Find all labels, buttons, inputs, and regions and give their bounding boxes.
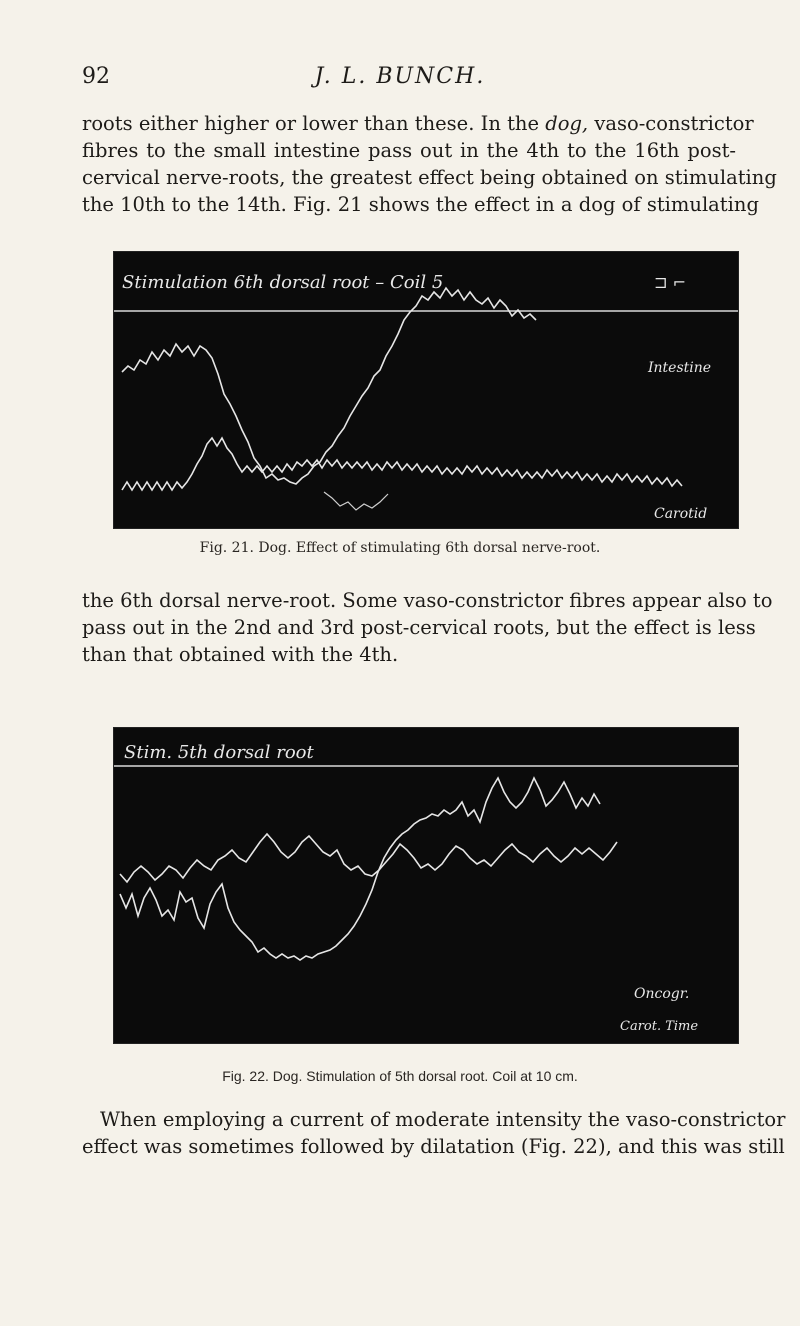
figure-22-handwritten-label: Stim. 5th dorsal root	[124, 742, 314, 763]
figure-21-caption: Fig. 21. Dog. Effect of stimulating 6th dorsal nerve-root.	[199, 540, 601, 556]
paragraph-3-line-2: effect was sometimes followed by dilatation (Fig. 22), and this was still	[82, 1135, 785, 1158]
paragraph-2-line-3: than that obtained with the 4th.	[82, 643, 399, 666]
figure-22-tracing	[114, 728, 738, 1043]
figure-22-caption: Fig. 22. Dog. Stimulation of 5th dorsal root. Coil at 10 cm.	[222, 1068, 578, 1084]
paragraph-3	[82, 1106, 786, 1160]
paragraph-1-line-3: cervical nerve-roots, the greatest effect being obtained on stimulating	[82, 166, 777, 189]
paragraph-1-line-4: the 10th to the 14th. Fig. 21 shows the effect in a dog of stimulating	[82, 193, 759, 216]
figure-21-kymograph	[114, 252, 738, 528]
page-number: 92	[82, 64, 110, 89]
emphasis-dog: dog,	[545, 112, 589, 135]
paragraph-2-line-2: pass out in the 2nd and 3rd post-cervical roots, but the effect is less	[82, 616, 756, 639]
figure-21-tracing	[114, 252, 738, 528]
figure-21-carotid-label: Carotid	[654, 506, 708, 522]
figure-21-handwritten-label: Stimulation 6th dorsal root – Coil 5	[122, 272, 444, 293]
paragraph-1-line-1: roots either higher or lower than these. In the dog, vaso-constrictor	[82, 112, 754, 135]
figure-21-intestine-label: Intestine	[648, 360, 712, 376]
paragraph-1	[82, 110, 777, 218]
paragraph-3-line-1: When employing a current of moderate intensity the vaso-constrictor	[100, 1108, 786, 1131]
paragraph-2-line-1: the 6th dorsal nerve-root. Some vaso-constrictor fibres appear also to	[82, 589, 773, 612]
paragraph-2	[82, 587, 773, 668]
figure-22-carotid-time-label: Carot. Time	[620, 1019, 699, 1034]
figure-21-signal-mark: ⊐ ⌐	[654, 273, 687, 292]
figure-22-kymograph	[114, 728, 738, 1043]
running-head: J. L. BUNCH.	[314, 64, 486, 89]
paragraph-1-line-2: fibres to the small intestine pass out in the 4th to the 16th post-	[82, 139, 736, 162]
figure-22-oncograph-label: Oncogr.	[634, 986, 690, 1002]
